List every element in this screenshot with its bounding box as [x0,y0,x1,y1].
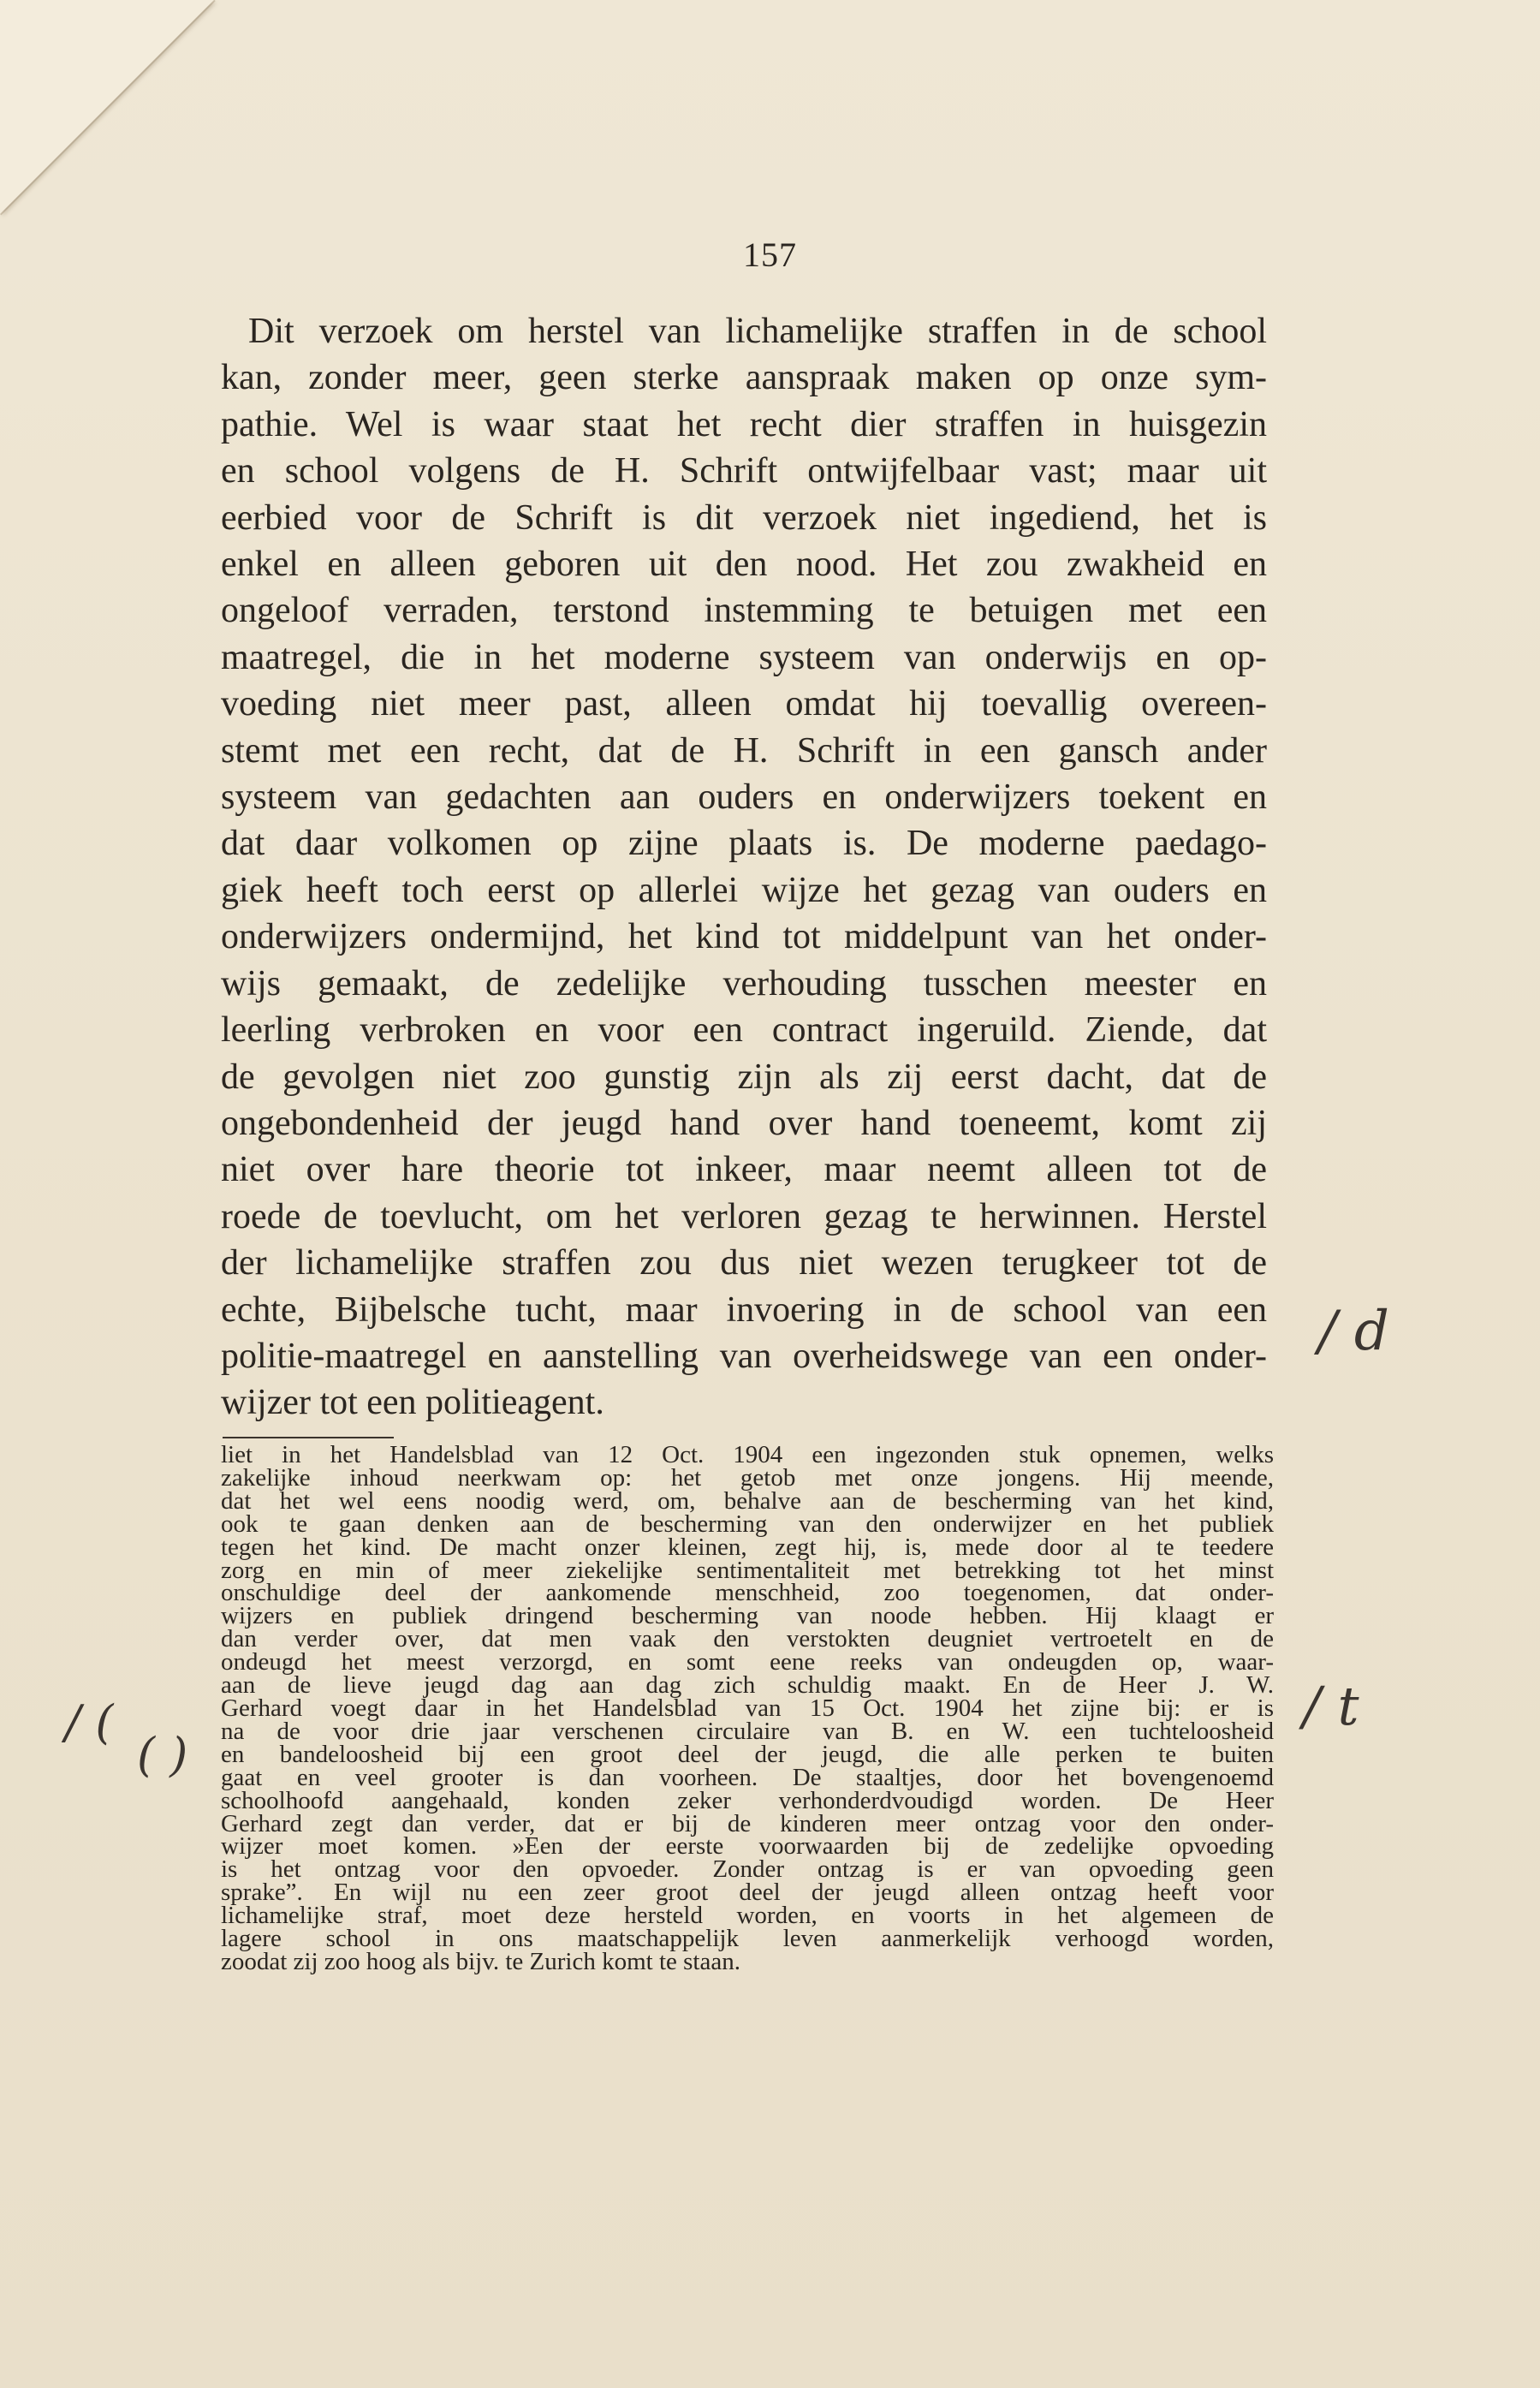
text-line: onderwijzers ondermijnd, het kind tot middelpunt van het onder- [221,917,1267,957]
margin-mark-bracket: ( ) [137,1728,188,1782]
text-line: pathie. Wel is waar staat het recht dier straffen in huisgezin [221,404,1267,444]
footnote-line: Gerhard zegt dan verder, dat er bij de kinderen meer ontzag voor den onder- [221,1809,1274,1837]
text-line: dat daar volkomen op zijne plaats is. De moderne paedago- [221,824,1267,864]
text-line: eerbied voor de Schrift is dit verzoek niet ingediend, het is [221,497,1267,538]
footnote-line: onschuldige deel der aankomende menschheid, zoo toegenomen, dat onder- [221,1579,1274,1607]
page-number: 157 [743,235,797,274]
footnote-line: liet in het Handelsblad van 12 Oct. 1904 een ingezonden stuk opnemen, welks [221,1441,1274,1468]
footnote-line: Gerhard voegt daar in het Handelsblad van 15 Oct. 1904 het zijne bij: er is [221,1694,1274,1722]
footnote-line: sprake”. En wijl nu een zeer groot deel der jeugd alleen ontzag heeft voor [221,1879,1274,1907]
main-text [221,308,1267,1426]
footnote-line: zakelijke inhoud neerkwam op: het getob met onze jongens. Hij meende, [221,1463,1274,1492]
footnote-line: is het ontzag voor den opvoeder. Zonder ontzag is er van opvoeding geen [221,1855,1274,1884]
footnote-line: ook te gaan denken aan de bescherming van den onderwijzer en het publiek [221,1510,1274,1538]
footnote-line: en bandeloosheid bij een groot deel der jeugd, die alle perken te buiten [221,1740,1274,1768]
text-line: politie-maatregel en aanstelling van overheidswege van een onder- [221,1336,1267,1376]
text-line: roede de toevlucht, om het verloren gezag te herwinnen. Herstel [221,1196,1267,1236]
text-line: systeem van gedachten aan ouders en onderwijzers toekent en [221,777,1267,818]
text-line: maatregel, die in het moderne systeem van onderwijs en op- [221,637,1267,677]
text-line: ongebondenheid der jeugd hand over hand toeneemt, komt zij [221,1103,1267,1143]
text-line: kan, zonder meer, geen sterke aanspraak maken op onze sym- [221,358,1267,398]
footnote-line: aan de lieve jeugd dag aan dag zich schuldig maakt. En de Heer J. W. [221,1671,1274,1700]
text-line: echte, Bijbelsche tucht, maar invoering in de school van een [221,1289,1267,1330]
footnote-line: tegen het kind. De macht onzer kleinen, zegt hij, is, mede door al te teedere [221,1533,1274,1561]
text-line: leerling verbroken en voor een contract ingeruild. Ziende, dat [221,1010,1267,1051]
footnote-line: wijzer moet komen. »Een der eerste voorwaarden bij de zedelijke opvoeding [221,1832,1274,1861]
footnote-line: gaat en veel grooter is dan voorheen. De staaltjes, door het bovengenoemd [221,1763,1274,1791]
footnote-line: schoolhoofd aangehaald, konden zeker verhonderdvoudigd worden. De Heer [221,1786,1274,1814]
footnote-line: zoodat zij zoo hoog als bijv. te Zurich komt te staan. [221,1947,740,1975]
footnote-line: zorg en min of meer ziekelijke sentimentaliteit met betrekking tot het minst [221,1556,1274,1584]
footnote-line: wijzers en publiek dringend bescherming van noode hebben. Hij klaagt er [221,1602,1274,1630]
footnote-divider [223,1437,394,1438]
text-line: wijs gemaakt, de zedelijke verhouding tusschen meester en [221,963,1267,1003]
text-line: en school volgens de H. Schrift ontwijfelbaar vast; maar uit [221,451,1267,491]
text-line: wijzer tot een politieagent. [221,1383,604,1423]
margin-mark-left: / ( [65,1695,114,1749]
margin-correction-d: / d [1318,1300,1389,1363]
text-line: giek heeft toch eerst op allerlei wijze het gezag van ouders en [221,870,1267,910]
footnote-line: dan verder over, dat men vaak den verstokten deugniet vertroetelt en de [221,1625,1274,1653]
text-line: de gevolgen niet zoo gunstig zijn als zij eerst dacht, dat de [221,1057,1267,1097]
text-line: stemt met een recht, dat de H. Schrift in een gansch ander [221,730,1267,771]
text-line: ongeloof verraden, terstond instemming te betuigen met een [221,591,1267,631]
footnote-text [221,1441,1274,1975]
margin-correction-t: / t [1303,1675,1359,1737]
footnote-line: lichamelijke straf, moet deze hersteld worden, en voorts in het algemeen de [221,1902,1274,1930]
text-line: niet over hare theorie tot inkeer, maar neemt alleen tot de [221,1150,1267,1190]
footnote-line: na de voor drie jaar verschenen circulaire van B. en W. een tuchteloosheid [221,1717,1274,1745]
text-line: enkel en alleen geboren uit den nood. Het zou zwakheid en [221,545,1267,585]
footnote-line: ondeugd het meest verzorgd, en somt eene reeks van ondeugden op, waar- [221,1648,1274,1676]
text-line: Dit verzoek om herstel van lichamelijke straffen in de school [248,312,1267,351]
text-line: der lichamelijke straffen zou dus niet wezen terugkeer tot de [221,1243,1267,1283]
text-line: voeding niet meer past, alleen omdat hij toevallig overeen- [221,684,1267,724]
footnote-line: lagere school in ons maatschappelijk leven aanmerkelijk verhoogd worden, [221,1925,1274,1953]
footnote-line: dat het wel eens noodig werd, om, behalve aan de bescherming van het kind, [221,1486,1274,1515]
